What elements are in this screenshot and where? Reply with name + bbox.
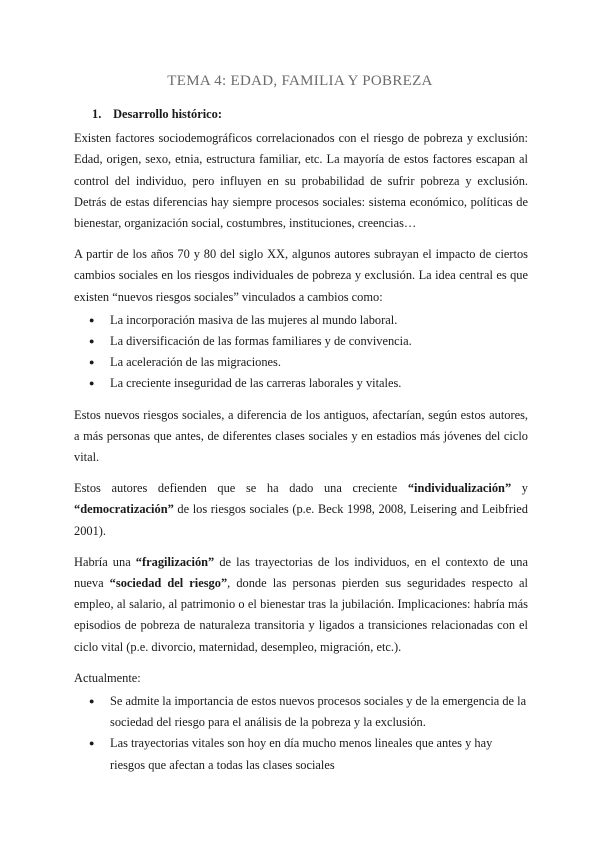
text-run: , donde las personas pierden sus seguridades respecto al empleo, al salario, al patrimonio o el bienestar tras la jubilación. Implicaciones: habría más episodios de pobreza de naturaleza transitoria y ligados a transiciones relacionadas con el ciclo vital (p.e. divorcio, maternidad, desempleo, migración, etc.).: [74, 576, 528, 654]
list-item: ● La diversificación de las formas familiares y de convivencia.: [74, 331, 528, 352]
paragraph-factors: Existen factores sociodemográficos correlacionados con el riesgo de pobreza y exclusión: Edad, origen, sexo, etnia, estructura familiar, etc. La mayoría de estos factores escapan al control del individuo, pero influyen en su probabilidad de sufrir pobreza y exclusión. Detrás de estas diferencias hay siempre procesos sociales: sistema económico, políticas de bienestar, organización social, costumbres, instituciones, creencias…: [74, 131, 528, 231]
paragraph-individualization: [74, 478, 528, 542]
text-run: Estos autores defienden que se ha dado una creciente: [74, 481, 408, 496]
paragraph-currently: Actualmente:: [74, 670, 141, 685]
current-findings-list: [74, 691, 528, 776]
text-run: Habría una: [74, 554, 136, 569]
list-item: ● Se admite la importancia de estos nuevos procesos sociales y de la emergencia de la sociedad del riesgo para el análisis de la pobreza y la exclusión.: [74, 691, 528, 733]
list-item: ● Las trayectorias vitales son hoy en día mucho menos lineales que antes y hay riesgos que afectan a todas las clases sociales: [74, 733, 528, 775]
section-number: 1.: [92, 107, 102, 121]
text-run: de las trayectorias de los individuos, en el contexto de una nueva: [74, 554, 528, 591]
paragraph-comparison: Estos nuevos riesgos sociales, a diferencia de los antiguos, afectarían, según estos autores, a más personas que antes, de diferentes clases sociales y en estadios más jóvenes del ciclo vital.: [74, 407, 528, 465]
paragraph-fragilization: [74, 552, 528, 658]
term-risk-society: “sociedad del riesgo”: [109, 576, 228, 591]
section-heading: [74, 104, 528, 125]
list-item: ● La aceleración de las migraciones.: [74, 352, 528, 373]
list-item: ● La incorporación masiva de las mujeres al mundo laboral.: [74, 310, 528, 331]
term-democratization: “democratización”: [74, 502, 174, 517]
text-run: de los riesgos sociales (p.e. Beck 1998, 2008, Leisering and Leibfried 2001).: [74, 502, 528, 538]
text-run: y: [511, 481, 528, 496]
term-fragilization: “fragilización”: [135, 554, 215, 569]
list-item: ● La creciente inseguridad de las carreras laborales y vitales.: [74, 373, 528, 394]
document-body: [74, 104, 528, 786]
section-title: Desarrollo histórico:: [113, 107, 222, 121]
term-individualization: “individualización”: [407, 481, 512, 496]
page-title: TEMA 4: EDAD, FAMILIA Y POBREZA: [167, 73, 433, 89]
paragraph-new-risks: A partir de los años 70 y 80 del siglo XX, algunos autores subrayan el impacto de ciertos cambios sociales en los riesgos individuales de pobreza y exclusión. La idea central es que existen “nuevos riesgos sociales” vinculados a cambios como:: [74, 247, 528, 304]
social-changes-list: [74, 310, 528, 395]
